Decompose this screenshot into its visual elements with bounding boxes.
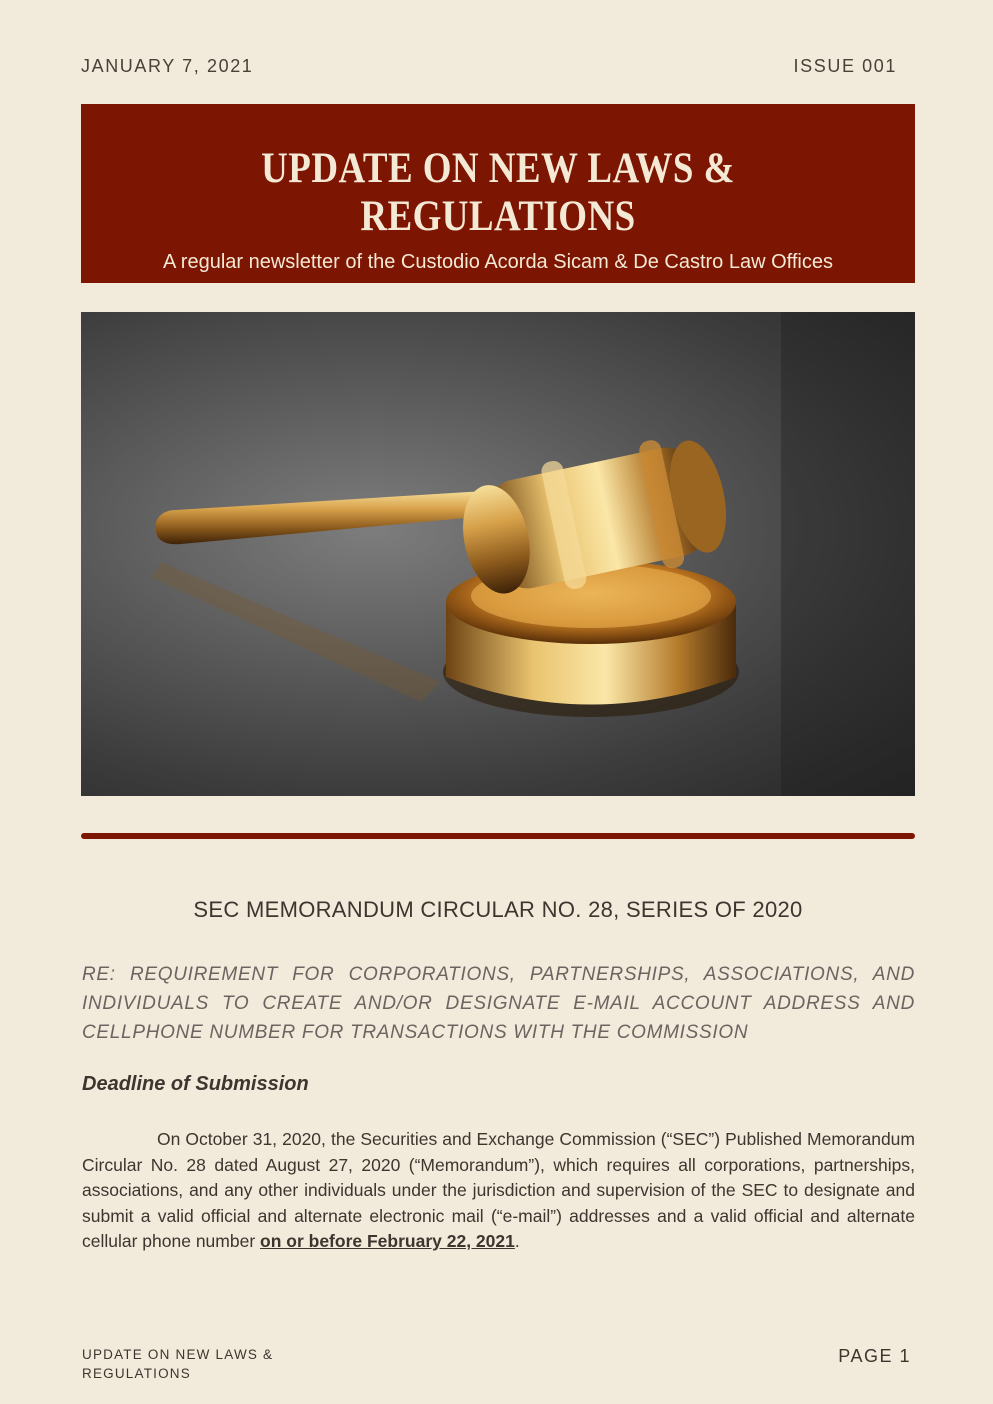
issue-label: ISSUE 001 bbox=[793, 56, 897, 76]
page-number: PAGE 1 bbox=[838, 1346, 911, 1366]
hero-image bbox=[81, 312, 915, 796]
article-title: SEC MEMORANDUM CIRCULAR NO. 28, SERIES OF 2020 bbox=[193, 897, 803, 922]
body-text: On October 31, 2020, the Securities and Exchange Commission (“SEC”) Published Memorandum Circular No. 28 dated August 27, 2020 (“Memorandum”), which requires all corporations, partnerships, associations, and any other individuals under the jurisdiction and supervision of the SEC to designate and submit a valid official and alternate electronic mail (“e-mail”) addresses and a valid official and alternate cellular phone number bbox=[82, 1129, 915, 1251]
deadline-date: on or before February 22, 2021 bbox=[260, 1231, 515, 1251]
newsletter-title: UPDATE ON NEW LAWS & REGULATIONS bbox=[261, 145, 735, 240]
masthead-banner bbox=[81, 104, 915, 283]
section-heading: Deadline of Submission bbox=[82, 1073, 309, 1095]
body-end: . bbox=[514, 1231, 520, 1251]
section-divider bbox=[81, 833, 915, 839]
date-label: JANUARY 7, 2021 bbox=[81, 56, 254, 76]
body-paragraph bbox=[82, 1127, 915, 1255]
footer-title: UPDATE ON NEW LAWS & REGULATIONS bbox=[82, 1347, 274, 1381]
gavel-icon bbox=[81, 312, 915, 796]
newsletter-subtitle: A regular newsletter of the Custodio Acorda Sicam & De Castro Law Offices bbox=[163, 251, 833, 273]
article-re-line: RE: REQUIREMENT FOR CORPORATIONS, PARTNERSHIPS, ASSOCIATIONS, AND INDIVIDUALS TO CREATE AND/OR DESIGNATE E-MAIL ACCOUNT ADDRESS AND CELLPHONE NUMBER FOR TRANSACTIONS WITH THE COMMISSION bbox=[82, 964, 915, 1043]
